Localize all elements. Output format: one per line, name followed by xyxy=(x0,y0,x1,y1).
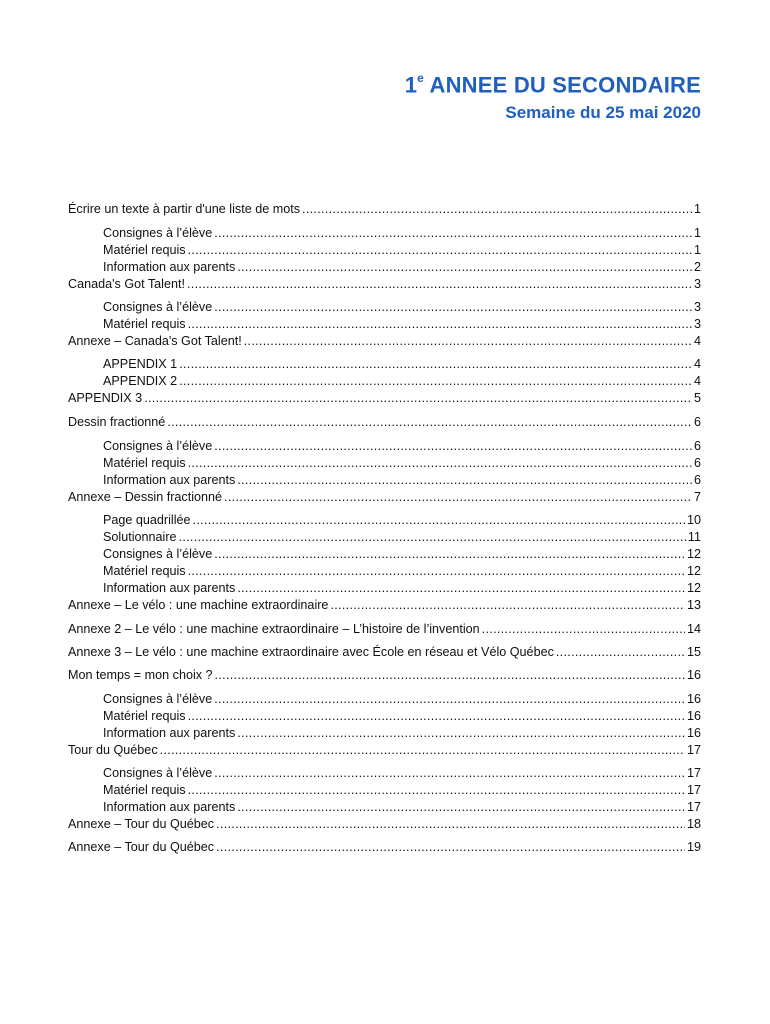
toc-entry[interactable] xyxy=(103,782,701,799)
toc-entry[interactable] xyxy=(68,276,701,293)
toc-dot-leader xyxy=(179,529,686,546)
toc-entry-label: APPENDIX 3 xyxy=(68,391,143,405)
toc-entry-page-number: 7 xyxy=(693,490,701,504)
toc-entry-label: Annexe – Tour du Québec xyxy=(68,817,215,831)
toc-entry-page-number: 18 xyxy=(686,817,701,831)
toc-entry-page-number: 6 xyxy=(693,439,701,453)
toc-dot-leader xyxy=(237,799,685,816)
toc-dot-leader xyxy=(237,725,685,742)
toc-dot-leader xyxy=(179,356,692,373)
toc-dot-leader xyxy=(556,644,685,661)
toc-entry[interactable] xyxy=(103,316,701,333)
toc-entry-page-number: 19 xyxy=(686,840,701,854)
toc-entry[interactable] xyxy=(68,390,701,407)
toc-dot-leader xyxy=(214,225,692,242)
toc-entry-page-number: 16 xyxy=(686,668,701,682)
toc-entry[interactable] xyxy=(103,242,701,259)
toc-entry-label: Annexe – Canada's Got Talent! xyxy=(68,334,242,348)
toc-dot-leader xyxy=(237,259,692,276)
toc-entry[interactable] xyxy=(103,299,701,316)
toc-entry[interactable] xyxy=(103,725,701,742)
toc-entry[interactable] xyxy=(103,472,701,489)
toc-dot-leader xyxy=(214,765,685,782)
toc-dot-leader xyxy=(302,201,692,218)
toc-entry-page-number: 15 xyxy=(686,645,701,659)
toc-dot-leader xyxy=(187,276,692,293)
toc-entry[interactable] xyxy=(103,373,701,390)
toc-entry-page-number: 5 xyxy=(693,391,701,405)
toc-entry-page-number: 3 xyxy=(693,317,701,331)
toc-entry-page-number: 17 xyxy=(686,766,701,780)
page-title xyxy=(405,66,701,99)
toc-entry[interactable] xyxy=(103,259,701,276)
toc-entry[interactable] xyxy=(103,580,701,597)
toc-dot-leader xyxy=(214,691,685,708)
toc-dot-leader xyxy=(216,839,685,856)
toc-entry-label: Matériel requis xyxy=(103,783,186,797)
toc-entry[interactable] xyxy=(103,799,701,816)
toc-entry[interactable] xyxy=(68,621,701,638)
toc-entry-label: Page quadrillée xyxy=(103,513,191,527)
page-subtitle: Semaine du 25 mai 2020 xyxy=(505,103,701,123)
toc-entry-page-number: 16 xyxy=(686,709,701,723)
toc-entry[interactable] xyxy=(103,546,701,563)
toc-dot-leader xyxy=(193,512,685,529)
toc-entry-page-number: 6 xyxy=(693,415,701,429)
toc-entry[interactable] xyxy=(68,201,701,218)
toc-entry[interactable] xyxy=(68,839,701,856)
toc-entry-label: Matériel requis xyxy=(103,564,186,578)
toc-entry-page-number: 16 xyxy=(686,692,701,706)
toc-dot-leader xyxy=(188,455,692,472)
toc-dot-leader xyxy=(215,667,685,684)
toc-entry-label: Annexe – Dessin fractionné xyxy=(68,490,223,504)
toc-entry[interactable] xyxy=(68,333,701,350)
toc-entry[interactable] xyxy=(103,438,701,455)
toc-entry-page-number: 1 xyxy=(693,243,701,257)
toc-entry-label: APPENDIX 2 xyxy=(103,374,178,388)
toc-entry-label: Annexe – Tour du Québec xyxy=(68,840,215,854)
toc-entry[interactable] xyxy=(103,455,701,472)
toc-entry[interactable] xyxy=(103,691,701,708)
toc-dot-leader xyxy=(144,390,692,407)
toc-entry-label: Solutionnaire xyxy=(103,530,177,544)
toc-entry-label: Matériel requis xyxy=(103,456,186,470)
toc-entry-label: Information aux parents xyxy=(103,800,236,814)
toc-entry-label: Annexe – Le vélo : une machine extraordinaire xyxy=(68,598,329,612)
toc-entry-page-number: 6 xyxy=(693,456,701,470)
toc-dot-leader xyxy=(214,299,692,316)
toc-entry-label: Consignes à l’élève xyxy=(103,300,213,314)
toc-entry-label: Information aux parents xyxy=(103,726,236,740)
toc-dot-leader xyxy=(188,708,685,725)
toc-entry-page-number: 16 xyxy=(686,726,701,740)
toc-entry-label: Information aux parents xyxy=(103,581,236,595)
toc-entry[interactable] xyxy=(103,563,701,580)
toc-entry-page-number: 10 xyxy=(686,513,701,527)
toc-entry-page-number: 4 xyxy=(693,334,701,348)
toc-entry-page-number: 11 xyxy=(687,530,701,544)
toc-entry[interactable] xyxy=(103,765,701,782)
toc-dot-leader xyxy=(237,580,685,597)
toc-entry[interactable] xyxy=(103,356,701,373)
toc-entry-page-number: 6 xyxy=(693,473,701,487)
toc-dot-leader xyxy=(188,782,685,799)
toc-entry-page-number: 17 xyxy=(686,800,701,814)
toc-entry-page-number: 3 xyxy=(693,277,701,291)
toc-entry-page-number: 12 xyxy=(686,564,701,578)
toc-entry[interactable] xyxy=(103,529,701,546)
toc-entry-page-number: 14 xyxy=(686,622,701,636)
toc-dot-leader xyxy=(214,438,692,455)
toc-dot-leader xyxy=(188,242,692,259)
toc-dot-leader xyxy=(167,414,692,431)
toc-entry-page-number: 1 xyxy=(693,202,701,216)
toc-dot-leader xyxy=(216,816,685,833)
toc-entry-page-number: 12 xyxy=(686,581,701,595)
toc-dot-leader xyxy=(482,621,685,638)
toc-dot-leader xyxy=(244,333,692,350)
toc-entry-label: Mon temps = mon choix ? xyxy=(68,668,213,682)
toc-entry-page-number: 1 xyxy=(693,226,701,240)
toc-entry-label: Consignes à l’élève xyxy=(103,547,213,561)
toc-entry-page-number: 13 xyxy=(686,598,701,612)
toc-dot-leader xyxy=(160,742,685,759)
toc-entry-label: Matériel requis xyxy=(103,317,186,331)
toc-entry-page-number: 4 xyxy=(693,357,701,371)
toc-entry-label: Consignes à l’élève xyxy=(103,439,213,453)
toc-entry-page-number: 3 xyxy=(693,300,701,314)
toc-entry[interactable] xyxy=(68,816,701,833)
toc-entry[interactable] xyxy=(68,742,701,759)
toc-entry-page-number: 17 xyxy=(686,743,701,757)
toc-entry-label: Tour du Québec xyxy=(68,743,158,757)
toc-entry-label: Dessin fractionné xyxy=(68,415,166,429)
toc-entry-label: Canada's Got Talent! xyxy=(68,277,185,291)
title-number: 1 xyxy=(404,72,418,98)
page-header xyxy=(405,66,701,124)
title-superscript: e xyxy=(417,71,424,85)
toc-entry[interactable] xyxy=(68,489,701,506)
toc-dot-leader xyxy=(214,546,685,563)
toc-dot-leader xyxy=(330,597,685,614)
toc-entry-label: Annexe 3 – Le vélo : une machine extraordinaire avec École en réseau et Vélo Québec xyxy=(68,645,554,659)
toc-entry-page-number: 2 xyxy=(693,260,701,274)
toc-dot-leader xyxy=(224,489,692,506)
title-text: ANNEE DU SECONDAIRE xyxy=(424,72,701,98)
toc-entry-label: Information aux parents xyxy=(103,473,236,487)
toc-entry-label: Matériel requis xyxy=(103,243,186,257)
toc-dot-leader xyxy=(179,373,692,390)
toc-dot-leader xyxy=(188,316,692,333)
toc-entry[interactable] xyxy=(103,225,701,242)
toc-entry-label: Consignes à l’élève xyxy=(103,766,213,780)
toc-entry-label: Consignes à l’élève xyxy=(103,226,213,240)
toc-entry-label: Annexe 2 – Le vélo : une machine extraordinaire – L’histoire de l’invention xyxy=(68,622,480,636)
toc-entry-label: Information aux parents xyxy=(103,260,236,274)
toc-entry-label: Écrire un texte à partir d'une liste de mots xyxy=(68,202,301,216)
toc-entry-page-number: 17 xyxy=(686,783,701,797)
toc-entry-page-number: 4 xyxy=(693,374,701,388)
toc-entry[interactable] xyxy=(68,414,701,431)
toc-dot-leader xyxy=(237,472,692,489)
toc-entry[interactable] xyxy=(68,644,701,661)
toc-entry-page-number: 12 xyxy=(686,547,701,561)
toc-dot-leader xyxy=(188,563,685,580)
toc-entry[interactable] xyxy=(68,667,701,684)
toc-entry[interactable] xyxy=(103,512,701,529)
toc-entry-label: Consignes à l’élève xyxy=(103,692,213,706)
toc-entry[interactable] xyxy=(68,597,701,614)
toc-entry-label: Matériel requis xyxy=(103,709,186,723)
toc-entry-label: APPENDIX 1 xyxy=(103,357,178,371)
toc-entry[interactable] xyxy=(103,708,701,725)
